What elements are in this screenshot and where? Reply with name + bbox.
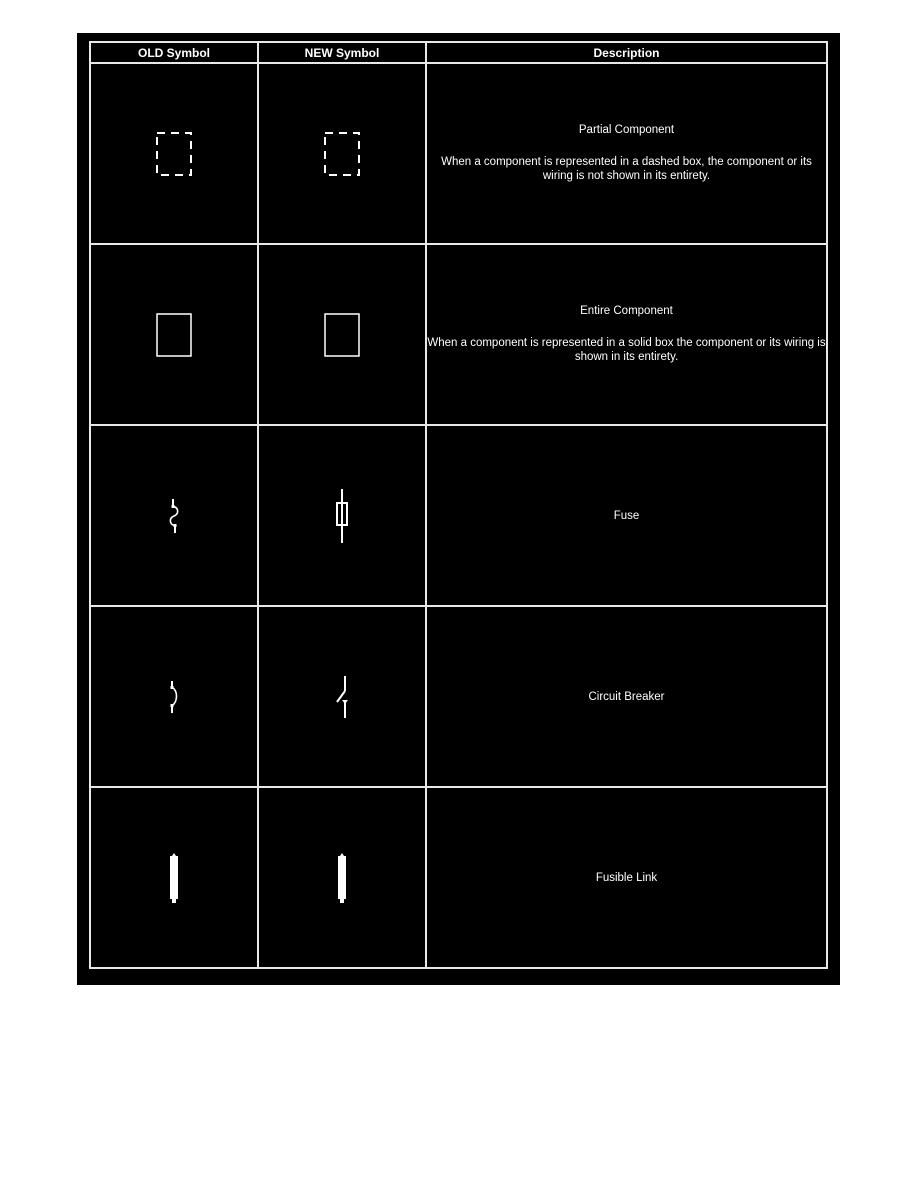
circuit-breaker-switch-icon bbox=[335, 676, 349, 718]
new-symbol-cell bbox=[258, 606, 426, 787]
header-new-symbol: NEW Symbol bbox=[258, 42, 426, 63]
symbol-table bbox=[89, 41, 828, 969]
old-symbol-cell bbox=[90, 606, 258, 787]
table-row bbox=[90, 63, 827, 244]
dashed-box-icon bbox=[323, 131, 361, 177]
fusible-link-icon bbox=[337, 852, 347, 904]
symbol-title: Fusible Link bbox=[595, 871, 658, 884]
new-symbol-cell bbox=[258, 244, 426, 425]
table-row bbox=[90, 787, 827, 968]
new-symbol-cell bbox=[258, 787, 426, 968]
symbol-title: Entire Component bbox=[580, 305, 673, 317]
old-symbol-cell bbox=[90, 244, 258, 425]
symbol-title: Fuse bbox=[613, 509, 640, 522]
symbol-description: When a component is represented in a solid box the component or its wiring is shown in its entirety. bbox=[427, 337, 826, 363]
table-row bbox=[90, 244, 827, 425]
dashed-box-icon bbox=[155, 131, 193, 177]
old-symbol-cell bbox=[90, 425, 258, 606]
header-old-symbol: OLD Symbol bbox=[90, 42, 258, 63]
description-cell bbox=[426, 63, 827, 244]
fuse-s-curve-icon bbox=[167, 499, 181, 533]
description-cell bbox=[426, 606, 827, 787]
solid-box-icon bbox=[323, 312, 361, 358]
fusible-link-icon bbox=[169, 852, 179, 904]
new-symbol-cell bbox=[258, 425, 426, 606]
symbol-description: When a component is represented in a dashed box, the component or its wiring is not shown in its entirety. bbox=[441, 156, 812, 182]
table-row bbox=[90, 425, 827, 606]
header-row bbox=[90, 42, 827, 63]
circuit-breaker-curve-icon bbox=[168, 681, 180, 713]
solid-box-icon bbox=[155, 312, 193, 358]
old-symbol-cell bbox=[90, 787, 258, 968]
symbol-title: Circuit Breaker bbox=[588, 690, 665, 703]
symbol-title: Partial Component bbox=[578, 124, 675, 136]
table-row bbox=[90, 606, 827, 787]
description-cell bbox=[426, 244, 827, 425]
header-description: Description bbox=[426, 42, 827, 63]
new-symbol-cell bbox=[258, 63, 426, 244]
description-cell bbox=[426, 425, 827, 606]
fuse-rectangle-icon bbox=[334, 489, 350, 543]
description-cell bbox=[426, 787, 827, 968]
old-symbol-cell bbox=[90, 63, 258, 244]
